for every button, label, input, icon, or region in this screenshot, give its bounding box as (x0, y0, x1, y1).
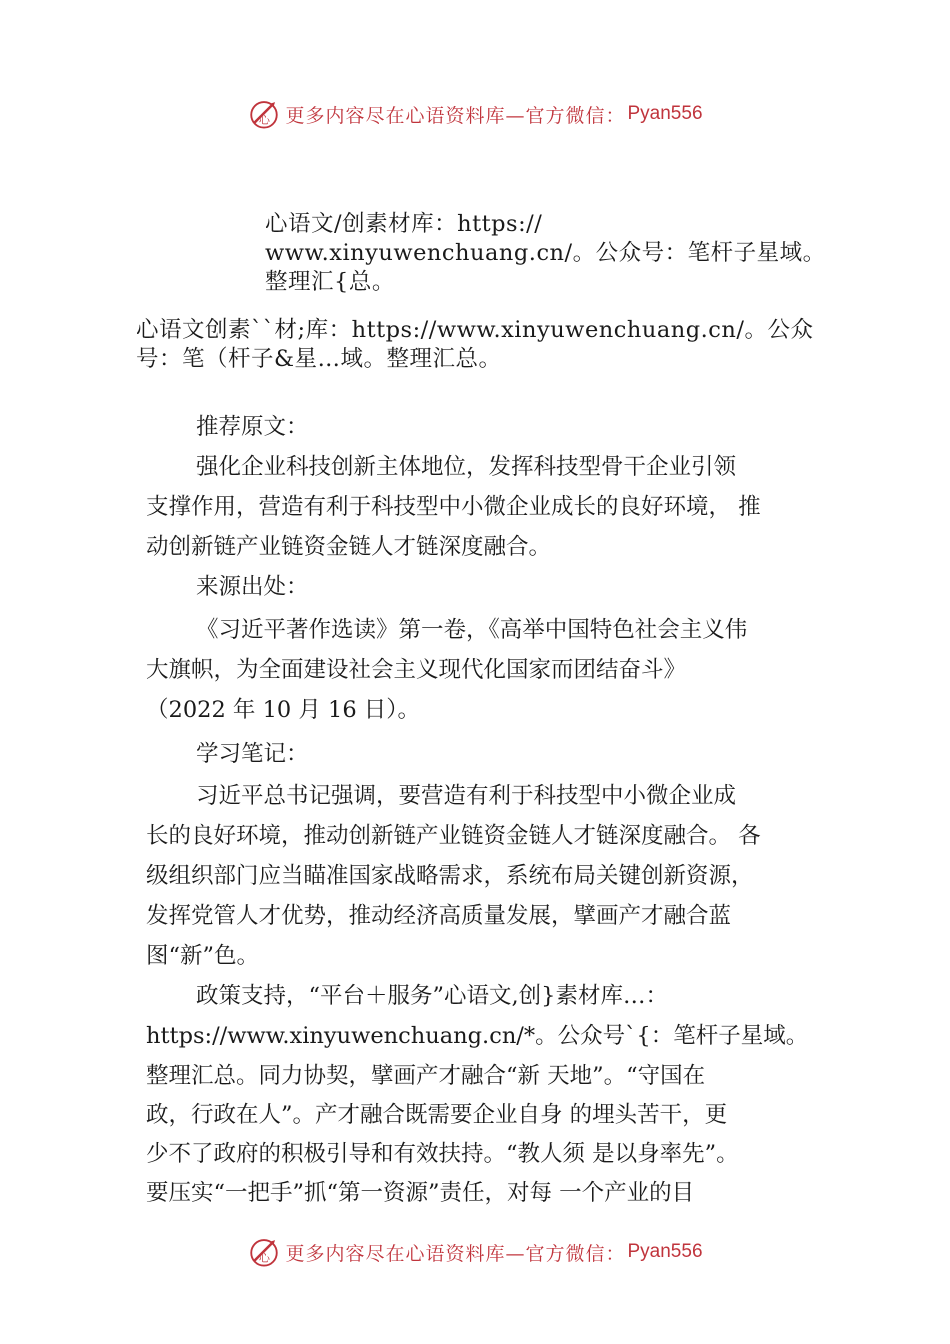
svg-text:心: 心 (259, 1251, 272, 1265)
section-heading-notes: 学习笔记： (196, 741, 309, 767)
header-banner (0, 94, 950, 134)
header-note-line: 心语文/创素材库：https:// (265, 211, 543, 237)
body-line: 图“新”色。 (146, 943, 260, 969)
body-line: 动创新链产业链资金链人才链深度融合。 (146, 534, 552, 560)
section-heading-recommend: 推荐原文： (196, 414, 309, 440)
body-line: https://www.xinyuwenchuang.cn/*。公众号`{：笔杆子星域。 (146, 1023, 809, 1049)
body-line: 整理汇总。同力协契，擘画产才融合“新 天地”。“守国在 (146, 1063, 706, 1089)
body-line: 长的良好环境，推动创新链产业链资金链人才链深度融合。 各 (146, 823, 761, 849)
body-line: 级组织部门应当瞄准国家战略需求，系统布局关键创新资源， (146, 863, 754, 889)
body-line: 要压实“一把手”抓“第一资源”责任，对每 一个产业的目 (146, 1180, 695, 1206)
body-line: 强化企业科技创新主体地位，发挥科技型骨干企业引领 (196, 454, 737, 480)
body-line: 发挥党管人才优势，推动经济高质量发展，擘画产才融合蓝 (146, 903, 732, 929)
pen-logo-icon (247, 97, 281, 131)
header-note-line: www.xinyuwenchuang.cn/。公众号：笔杆子星域。 (265, 240, 826, 266)
footer-banner (0, 1232, 950, 1272)
header-note-line: 整理汇{总。 (265, 269, 395, 295)
header-note-2-line: 号：笔（杆子&星…域。整理汇总。 (136, 346, 502, 372)
banner-wechat-id: Pyan556 (627, 103, 703, 124)
body-line: （2022 年 10 月 16 日）。 (146, 697, 421, 723)
body-line: 大旗帜，为全面建设社会主义现代化国家而团结奋斗》 (146, 657, 687, 683)
body-line: 政，行政在人”。产才融合既需要企业自身 的埋头苦干，更 (146, 1102, 728, 1128)
svg-text:心: 心 (259, 113, 272, 127)
body-line: 《习近平著作选读》第一卷，《高举中国特色社会主义伟 (196, 617, 748, 643)
banner-text: 更多内容尽在心语资料库—官方微信： (285, 1242, 626, 1265)
banner-wechat-id: Pyan556 (627, 1241, 703, 1262)
body-line: 政策支持，“平台＋服务”心语文,创}素材库…： (196, 983, 668, 1009)
section-heading-source: 来源出处： (196, 574, 309, 600)
body-line: 少不了政府的积极引导和有效扶持。“教人须 是以身率先”。 (146, 1141, 739, 1167)
banner-text: 更多内容尽在心语资料库—官方微信： (285, 104, 626, 127)
body-line: 习近平总书记强调，要营造有利于科技型中小微企业成 (196, 783, 737, 809)
pen-logo-icon (247, 1235, 281, 1269)
body-line: 支撑作用，营造有利于科技型中小微企业成长的良好环境， 推 (146, 494, 761, 520)
header-note-2-line: 心语文创素``材;库：https://www.xinyuwenchuang.cn/。公众 (136, 317, 814, 343)
